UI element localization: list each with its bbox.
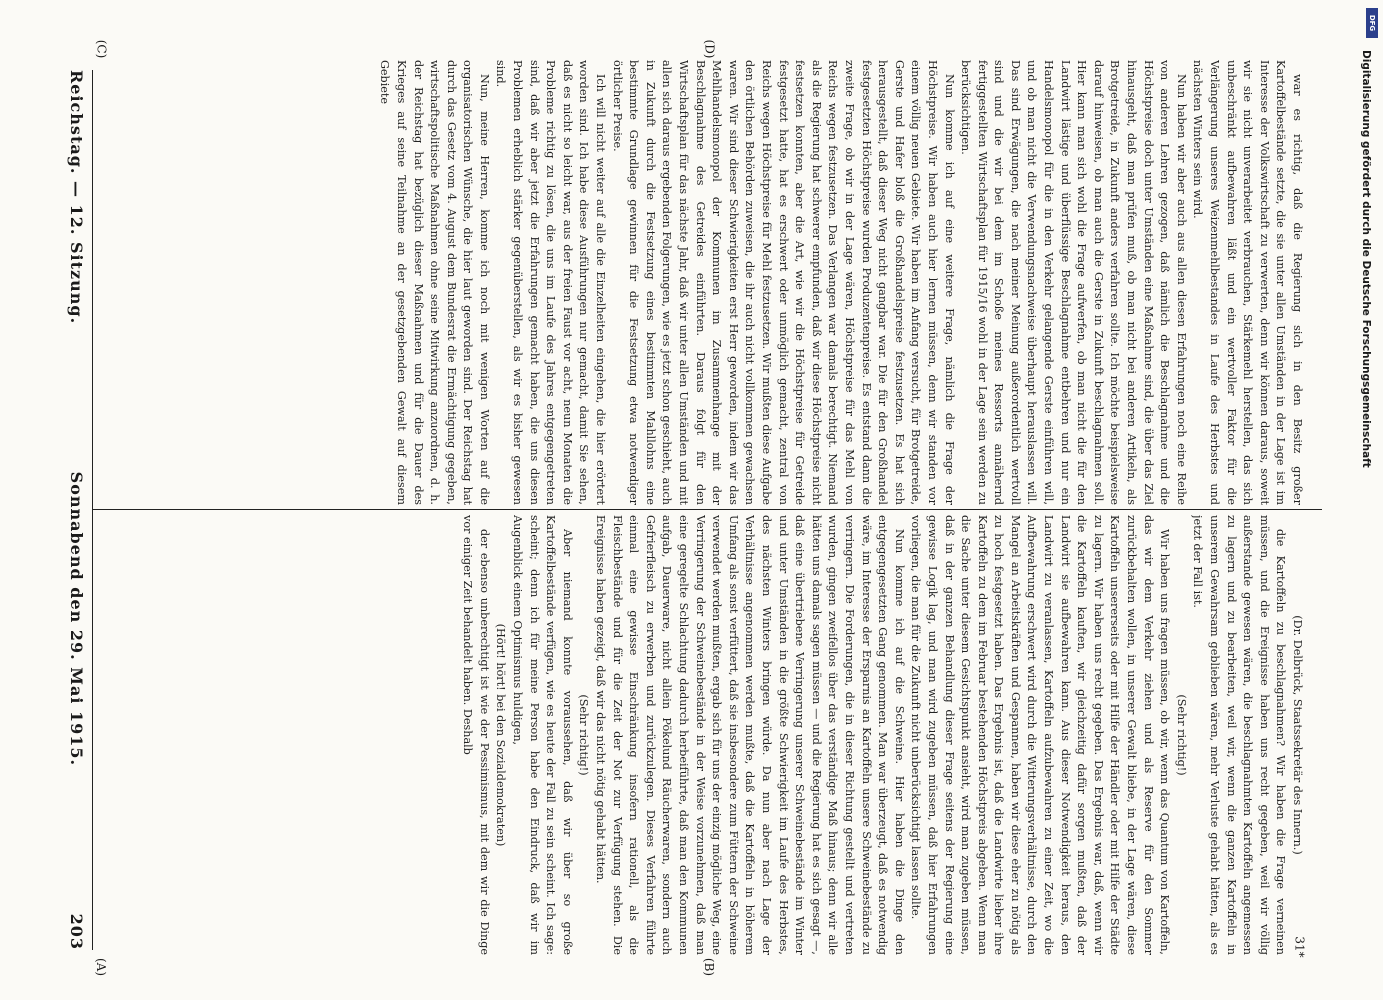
- header-rule: [92, 70, 93, 950]
- paragraph: war es richtig, daß die Regierung sich in den Besitz großer Kartoffelbestände setzte, die sie unter allen Umständen in der Lage ist im Interesse der Volkswirtschaft zu verwerten, denn wir können daraus, soweit wir sie nicht unverarbeitet verbrauchen, Stärkemehl herstellen, das sich unbeschränkt aufbewahren läßt und ein wertvoller Faktor für die Verlängerung unseres Weizenmehlbestandes in Laufe des Herbstes und nächsten Winters sein wird.: [1191, 60, 1304, 505]
- paragraph: Aber niemand konnte voraussehen, daß wir über so große Kartoffelbestände verfügen, wie es heute der Fall zu sein scheint. Ich sage: scheint; denn ich für meine Person habe den Eindruck, daß wir im Augenblick einem Optimismus huldigen,: [511, 515, 574, 955]
- paragraph: Ich will nicht weiter auf alle die Einzelheiten eingehen, die hier erörtert worden sind. Ich habe diese Ausführungen nur gemacht, damit Sie sehen, daß es nicht so leicht war, aus der freien Faust vor acht, neun Monaten die Probleme richtig zu lösen, die uns im Laufe des Jahres entgegengetreten sind, daß wir aber jetzt die Erfahrungen gemacht haben, die uns diesen Problemen erheblich stärker gegenüberstellen, als wir es bisher gewesen sind.: [494, 60, 608, 505]
- column-divider: [92, 509, 1322, 510]
- interjection: (Hört! hört! bei den Sozialdemokraten): [494, 623, 508, 847]
- paragraph: Nun komme ich auf eine weitere Frage, nämlich die Frage der Höchstpreise. Wir haben auch hier lernen müssen, denn wir standen vor einem völlig neuen Gebiete. Wir haben im Anfang versucht, für Brotgetreide, Gerste und Hafer bloß die Großhandelspreise festzusetzen. Es hat sich herausgestellt, daß dieser Weg nicht gangbar war. Die für den Großhandel festgesetzten Höchstpreise wurden Produzentenpreise. Es entstand dann die zweite Frage, ob wir in der Lage wären, Höchstpreise für das Mehl von Reichs wegen festzusetzen. Das Verlangen war damals berechtigt. Niemand als die Regierung hat schwerer empfunden, daß wir diese Höchstpreise nicht festsetzen konnten, aber die Art, wie wir die Höchstpreise für Getreide festgesetzt hatte, hat es erschwert oder unmöglich gemacht, zentral von Reichs wegen Höchstpreise für Mehl festzusetzen. Wir mußten diese Aufgabe den örtlichen Behörden zuweisen, die ihr auch nicht vollkommen gewachsen waren. Wir sind dieser Schwierigkeiten erst Herr geworden, indem wir das Mehlhandelsmonopol der Kommunen im Zusammenhange mit der Beschlagnahme des Getreides einführten. Daraus folgt für den Wirtschaftsplan für das nächste Jahr, daß wir unter allen Umständen und mit allen sich daraus ergebenden Folgerungen, wie es jetzt schon geschieht, auch in Zukunft durch die Festsetzung eines bestimmten Mahllohns eine bestimmte Grundlage gewinnen für die Festsetzung etwa notwendiger örtlicher Preise.: [610, 60, 956, 505]
- digitization-credit: Digitalisierung gefördert durch die Deutsche Forschungsgemeinschaft: [1360, 50, 1372, 468]
- signature-mark: 31*: [1292, 936, 1307, 958]
- column-left: [95, 515, 1307, 958]
- header-left: Reichstag. — 12. Sitzung.: [67, 70, 86, 325]
- speaker-line: (Dr. Delbrück, Staatssekretär des Innern.): [1291, 615, 1304, 855]
- column-right: [95, 60, 1305, 505]
- paragraph: der ebenso unberechtigt ist wie der Pessimismus, mit dem wir die Dinge vor einiger Zeit behandelt haben. Deshalb: [461, 515, 491, 955]
- marker-a: (A): [94, 957, 109, 977]
- paragraph: Nun, meine Herren, komme ich noch mit wenigen Worten auf die organisatorischen Wünsche, die hier laut geworden sind. Der Reichstag hat durch das Gesetz vom 4. August dem Bundesrat die Ermächtigung gegeben, wirtschaftspolitische Maßnahmen ohne seine Mitwirkung anzuordnen, d. h. der Reichstag hat bezüglich dieser Maßnahmen und für die Dauer des Krieges auf seine Teilnahme an der gesetzgebenden Gewalt auf diesem Gebiete: [378, 60, 491, 505]
- page-number: 203: [67, 913, 86, 950]
- header-center: Sonnabend den 29. Mai 1915.: [67, 471, 86, 767]
- running-header: [66, 70, 86, 950]
- paragraph: Wir haben uns fragen müssen, ob wir, wenn das Quantum von Kartoffeln, das wir dem Verkehr ziehen und als Reserve für den Sommer zurückbehalten wollen, in unserer Gewalt bliebe, in der Lage wären, diese Kartoffeln unsererseits oder mit Hilfe der Händler oder mit Hilfe der Städte zu lagern. Wir haben uns recht gegeben. Das Ergebnis war, daß, wenn wir die Kartoffeln kauften, wir gleichzeitig dafür sorgen mußten, daß der Landwirt sie aufbewahren kann. Aus dieser Notwendigkeit heraus, den Landwirt zu veranlassen, Kartoffeln aufzubewahren zu einer Zeit, wo die Aufbewahrung erschwert wird durch die Witterungsverhältnisse, durch den Mangel an Arbeitskräften und Gespannen, haben wir diese eher zu nötig als zu hoch festgesetzt haben. Das Ergebnis ist, daß die Landwirte lieber ihre Kartoffeln zu dem im Februar bestehenden Höchstpreis abgeben. Wenn man die Sache unter diesem Gesichtspunkt ansieht, wird man zugeben müssen, daß in der ganzen Behandlung dieser Frage seitens der Regierung eine gewisse Logik lag, und man wird zugeben müssen, daß hier Erfahrungen vorliegen, die man für die Zukunft nicht unberücksichtigt lassen sollte.: [909, 515, 1172, 955]
- dfg-logo: DFG: [1366, 8, 1378, 38]
- interjection: (Sehr richtig!): [1174, 694, 1188, 776]
- paragraph: die Kartoffeln zu beschlagnahmen? Wir haben die Frage verneinen müssen, und die Ereignisse haben uns recht gegeben, weil wir völlig außerstande gewesen wären, die beschlagnahmten Kartoffeln angemessen zu lagern und zu bearbeiten, weil wir, wenn die ganzen Kartoffeln in unserem Gewahrsam geblieben wären, mehr Verluste gehabt hätten, als es jetzt der Fall ist.: [1191, 515, 1288, 955]
- marker-c: (C): [94, 39, 109, 59]
- marker-d: (D): [702, 39, 717, 59]
- paragraph: Nun komme ich auf die Schweine. Hier haben die Dinge den entgegengesetzten Gang genommen. Man war überzeugt, daß es notwendig wäre, im Interesse der Ersparnis an Kartoffeln unsere Schweinebestände zu verringern. Die Forderungen, die in dieser Richtung gestellt und vertreten wurden, gingen zweifellos über das verständige Maß hinaus; denn wir alle hätten uns damals sagen müssen — und die Regierung hat es sich gesagt —, daß eine übertriebene Verringerung unserer Schweinebestände im Winter und unter Umständen in die größte Schwierigkeit im Laufe des Herbstes, des nächsten Winters bringen würde. Da nun aber nach Lage der Verhältnisse angenommen werden mußte, daß die Kartoffeln in höherem Umfang als sonst verfüttert, daß sie insbesondere zum Füttern der Schweine verwendet werden mußten, ergab sich für uns der einzig mögliche Weg, eine Verringerung der Schweinebestände in der Weise vorzunehmen, daß man eine geregelte Schlachtung dadurch herbeiführte, daß man den Kommunen aufgab, Dauerware, nicht allein Pökelund Räucherwaren, sondern auch Gefrierfleisch zu erwerben und zurückzulegen. Dieses Verfahren führte einmal eine gewisse Einschränkung insofern rationell, als die Fleischbestände und für die Zeit der Not zur Verfügung stehen. Die Ereignisse haben gezeigt, daß wir das nicht nötig gehabt hätten.: [594, 515, 906, 955]
- marker-b: (B): [702, 957, 717, 977]
- paragraph: Nun haben wir aber auch aus allen diesen Erfahrungen noch eine Reihe von anderen Lehren gezogen, daß nämlich die Beschlagnahme und die Höchstpreise doch unter Umständen eine Maßnahme sind, die über das Ziel hinausgeht, daß man prüfen muß, ob man nicht bei anderen Artikeln, als Brotgetreide, in Zukunft anders verfahren sollte. Ich möchte beispielsweise darauf hinweisen, ob man auch die Gerste in Zukunft beschlagnahmen soll. Hier kann man sich wohl die Frage aufwerfen, ob man nicht die für den Landwirt lästige und überflüssige Beschlagnahme entbehren und nur ein Handelsmonopol für die in den Verkehr gelangende Gerste einführen will, und ob man nicht die Verwendungsnachweise überhaupt herauslassen will. Das sind Erwägungen, die nach meiner Meinung außerordentlich wertvoll sind und die wir bei dem im Schoße meines Ressorts annähernd fertiggestellten Wirtschaftsplan für 1915/16 wohl in der Lage sein werden zu berücksichtigen.: [959, 60, 1188, 505]
- interjection: (Sehr richtig!): [577, 694, 591, 776]
